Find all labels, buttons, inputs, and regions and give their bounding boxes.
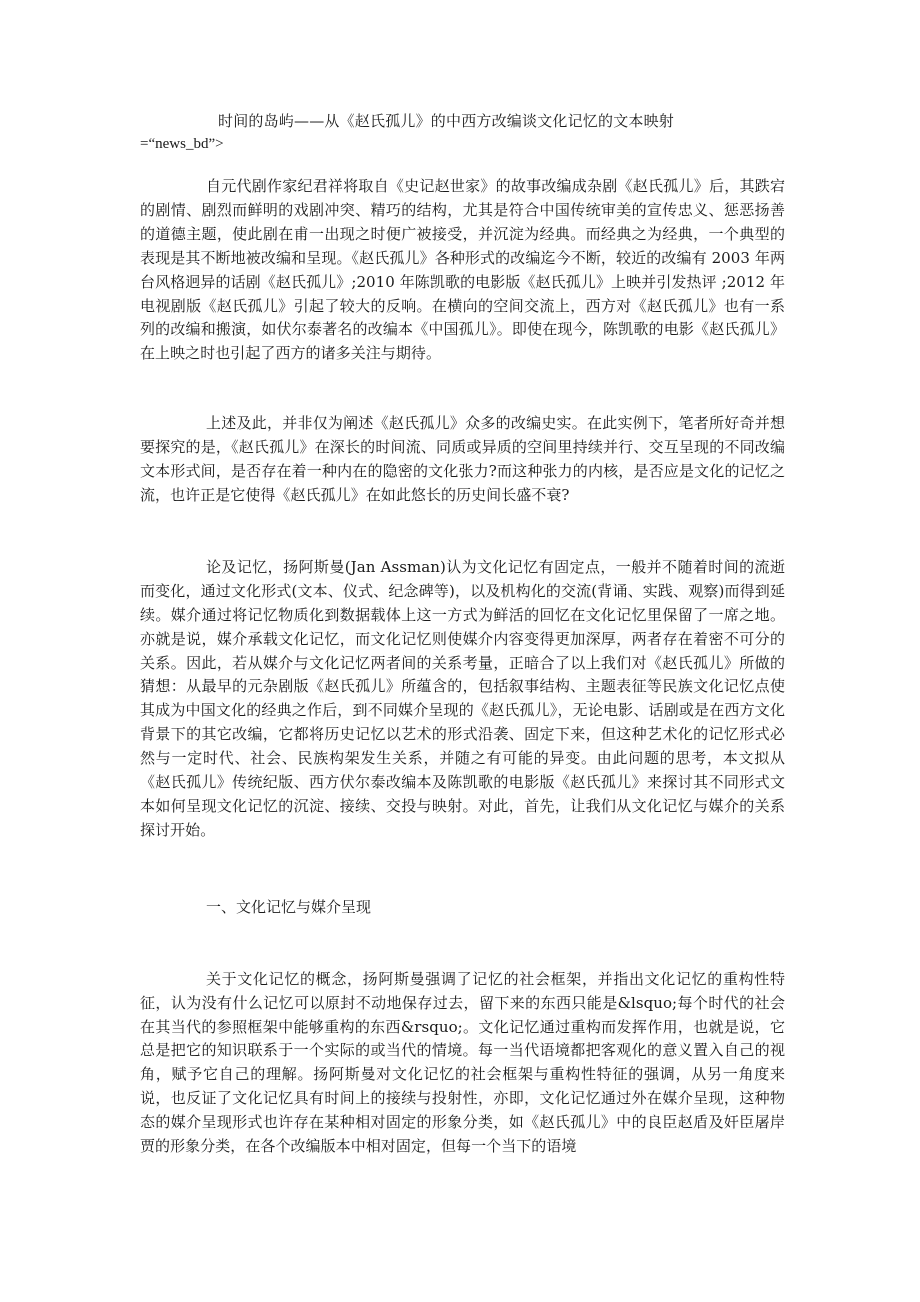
document-page <box>140 109 785 1159</box>
document-title: 时间的岛屿——从《赵氏孤儿》的中西方改编谈文化记忆的文本映射 <box>218 112 675 130</box>
paragraph-intro: 自元代剧作家纪君祥将取自《史记赵世家》的故事改编成杂剧《赵氏孤儿》后，其跌宕的剧情、剧烈而鲜明的戏剧冲突、精巧的结构，尤其是符合中国传统审美的宣传忠义、惩恶扬善的道德主题，使此剧在甫一出现之时便广被接受，并沉淀为经典。而经典之为经典，一个典型的表现是其不断地被改编和呈现。《赵氏孤儿》各种形式的改编迄今不断，较近的改编有 2003 年两台风格迥异的话剧《赵氏孤儿》;2010 年陈凯歌的电影版《赵氏孤儿》上映并引发热评 ;2012 年电视剧版《赵氏孤儿》引起了较大的反响。在横向的空间交流上，西方对《赵氏孤儿》也有一系列的改编和搬演，如伏尔泰著名的改编本《中国孤儿》。即使在现今，陈凯歌的电影《赵氏孤儿》在上映之时也引起了西方的诸多关注与期待。 <box>140 177 785 363</box>
section-heading: 一、文化记忆与媒介呈现 <box>206 897 372 916</box>
paragraph-question: 上述及此，并非仅为阐述《赵氏孤儿》众多的改编史实。在此实例下，笔者所好奇并想要探究的是，《赵氏孤儿》在深长的时间流、同质或异质的空间里持续并行、交互呈现的不同改编文本形式间，是否存在着一种内在的隐密的文化张力?而这种张力的内核，是否应是文化的记忆之流，也许正是它使得《赵氏孤儿》在如此悠长的历史间长盛不衰? <box>140 414 785 504</box>
document-subtitle: =“news_bd”> <box>140 136 224 152</box>
paragraph-memory: 论及记忆，扬阿斯曼(Jan Assman)认为文化记忆有固定点，一般并不随着时间的流逝而变化，通过文化形式(文本、仪式、纪念碑等)，以及机构化的交流(背诵、实践、观察)而得到延续。媒介通过将记忆物质化到数据载体上这一方式为鲜活的回忆在文化记忆里保留了一席之地。亦就是说，媒介承载文化记忆，而文化记忆则使媒介内容变得更加深厚，两者存在着密不可分的关系。因此，若从媒介与文化记忆两者间的关系考量，正暗合了以上我们对《赵氏孤儿》所做的猜想：从最早的元杂剧版《赵氏孤儿》所蕴含的，包括叙事结构、主题表征等民族文化记忆点使其成为中国文化的经典之作后，到不同媒介呈现的《赵氏孤儿》，无论电影、话剧或是在西方文化背景下的其它改编，它都将历史记忆以艺术的形式沿袭、固定下来，但这种艺术化的记忆形式必然与一定时代、社会、民族构架发生关系，并随之有可能的异变。由此问题的思考，本文拟从《赵氏孤儿》传统纪版、西方伏尔泰改编本及陈凯歌的电影版《赵氏孤儿》来探讨其不同形式文本如何呈现文化记忆的沉淀、接续、交投与映射。对此，首先，让我们从文化记忆与媒介的关系探讨开始。 <box>140 557 785 839</box>
paragraph-section-one: 关于文化记忆的概念，扬阿斯曼强调了记忆的社会框架，并指出文化记忆的重构性特征，认为没有什么记忆可以原封不动地保存过去，留下来的东西只能是&lsquo;每个时代的社会在其当代的参照框架中能够重构的东西&rsquo;。文化记忆通过重构而发挥作用，也就是说，它总是把它的知识联系于一个实际的或当代的情境。每一当代语境都把客观化的意义置入自己的视角，赋予它自己的理解。扬阿斯曼对文化记忆的社会框架与重构性特征的强调，从另一角度来说，也反证了文化记忆具有时间上的接续与投射性，亦即，文化记忆通过外在媒介呈现，这种物态的媒介呈现形式也许存在某种相对固定的形象分类，如《赵氏孤儿》中的良臣赵盾及奸臣屠岸贾的形象分类，在各个改编版本中相对固定，但每一个当下的语境 <box>140 969 785 1156</box>
